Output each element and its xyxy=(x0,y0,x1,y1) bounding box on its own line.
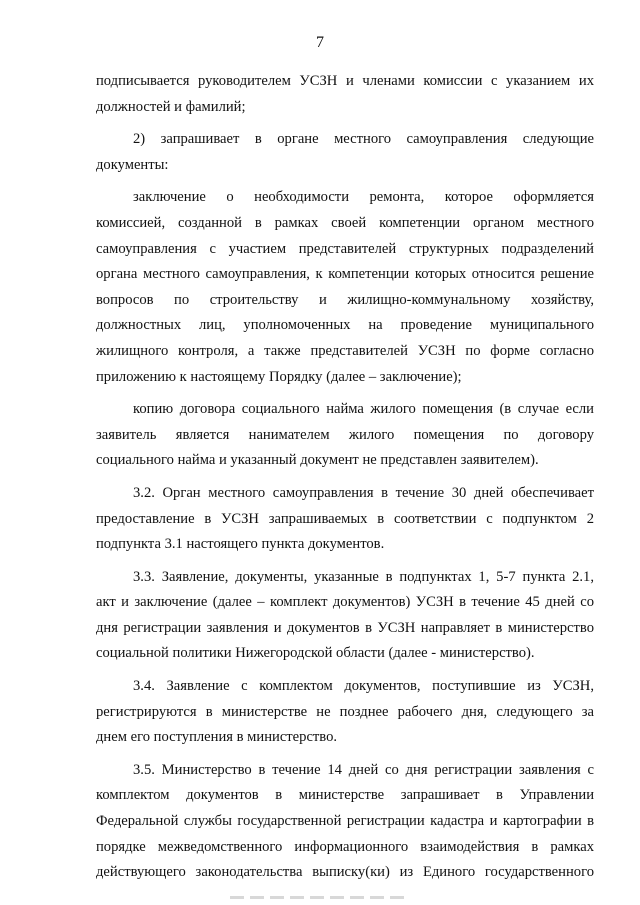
text-line: дня регистрации заявления и документов в УСЗН направляет в министерство xyxy=(96,619,594,636)
paragraph-3-5 xyxy=(96,758,594,886)
text-line: приложению к настоящему Порядку (далее – заключение); xyxy=(96,368,462,385)
page-number: 7 xyxy=(316,34,324,51)
document-body xyxy=(96,69,594,893)
text-line: порядке межведомственного информационного взаимодействия в рамках xyxy=(96,838,594,855)
paragraph-3-4 xyxy=(96,674,594,751)
scan-edge-artifact xyxy=(230,896,410,899)
text-line: 3.5. Министерство в течение 14 дней со дня регистрации заявления с xyxy=(133,761,594,778)
text-line: должностей и фамилий; xyxy=(96,98,246,115)
text-line: акт и заключение (далее – комплект документов) УСЗН в течение 45 дней со xyxy=(96,594,594,611)
text-line: подписывается руководителем УСЗН и членами комиссии с указанием их xyxy=(96,73,594,89)
paragraph-item-2 xyxy=(96,127,594,178)
text-line: самоуправления с участием представителей структурных подразделений xyxy=(96,240,594,257)
text-line: комиссией, созданной в рамках своей компетенции органом местного xyxy=(96,214,594,231)
paragraph-3-2 xyxy=(96,481,594,558)
text-line: 3.4. Заявление с комплектом документов, поступившие из УСЗН, xyxy=(133,678,594,695)
text-line: должностных лиц, уполномоченных на проведение муниципального xyxy=(96,317,594,334)
text-line: подпункта 3.1 настоящего пункта документов. xyxy=(96,536,385,553)
text-line: действующего законодательства выписку(ки) из Единого государственного xyxy=(96,864,594,881)
paragraph-3-3 xyxy=(96,565,594,667)
paragraph-contract-copy xyxy=(96,397,594,474)
text-line: комплектом документов в министерстве запрашивает в Управлении xyxy=(96,787,594,804)
text-line: заявитель является нанимателем жилого помещения по договору xyxy=(96,426,594,443)
text-line: социальной политики Нижегородской области (далее - министерство). xyxy=(96,645,535,662)
text-line: жилищного контроля, а также представителей УСЗН по форме согласно xyxy=(96,342,594,359)
text-line: Федеральной службы государственной регистрации кадастра и картографии в xyxy=(96,813,594,830)
paragraph-signature-clause xyxy=(96,69,594,120)
text-line: органа местного самоуправления, к компетенции которых относится решение xyxy=(96,266,594,283)
paragraph-conclusion xyxy=(96,185,594,390)
text-line: предоставление в УСЗН запрашиваемых в соответствии с подпунктом 2 xyxy=(96,510,594,527)
text-line: 3.3. Заявление, документы, указанные в подпунктах 1, 5-7 пункта 2.1, xyxy=(133,568,594,585)
text-line: заключение о необходимости ремонта, которое оформляется xyxy=(133,189,594,206)
text-line: регистрируются в министерстве не позднее рабочего дня, следующего за xyxy=(96,703,594,720)
text-line: вопросов по строительству и жилищно-коммунальному хозяйству, xyxy=(96,291,594,308)
text-line: копию договора социального найма жилого помещения (в случае если xyxy=(133,401,594,418)
text-line: 2) запрашивает в органе местного самоуправления следующие xyxy=(133,131,594,148)
text-line: документы: xyxy=(96,156,169,173)
text-line: социального найма и указанный документ не представлен заявителем). xyxy=(96,452,539,469)
text-line: днем его поступления в министерство. xyxy=(96,729,338,746)
text-line: 3.2. Орган местного самоуправления в течение 30 дней обеспечивает xyxy=(133,484,594,501)
